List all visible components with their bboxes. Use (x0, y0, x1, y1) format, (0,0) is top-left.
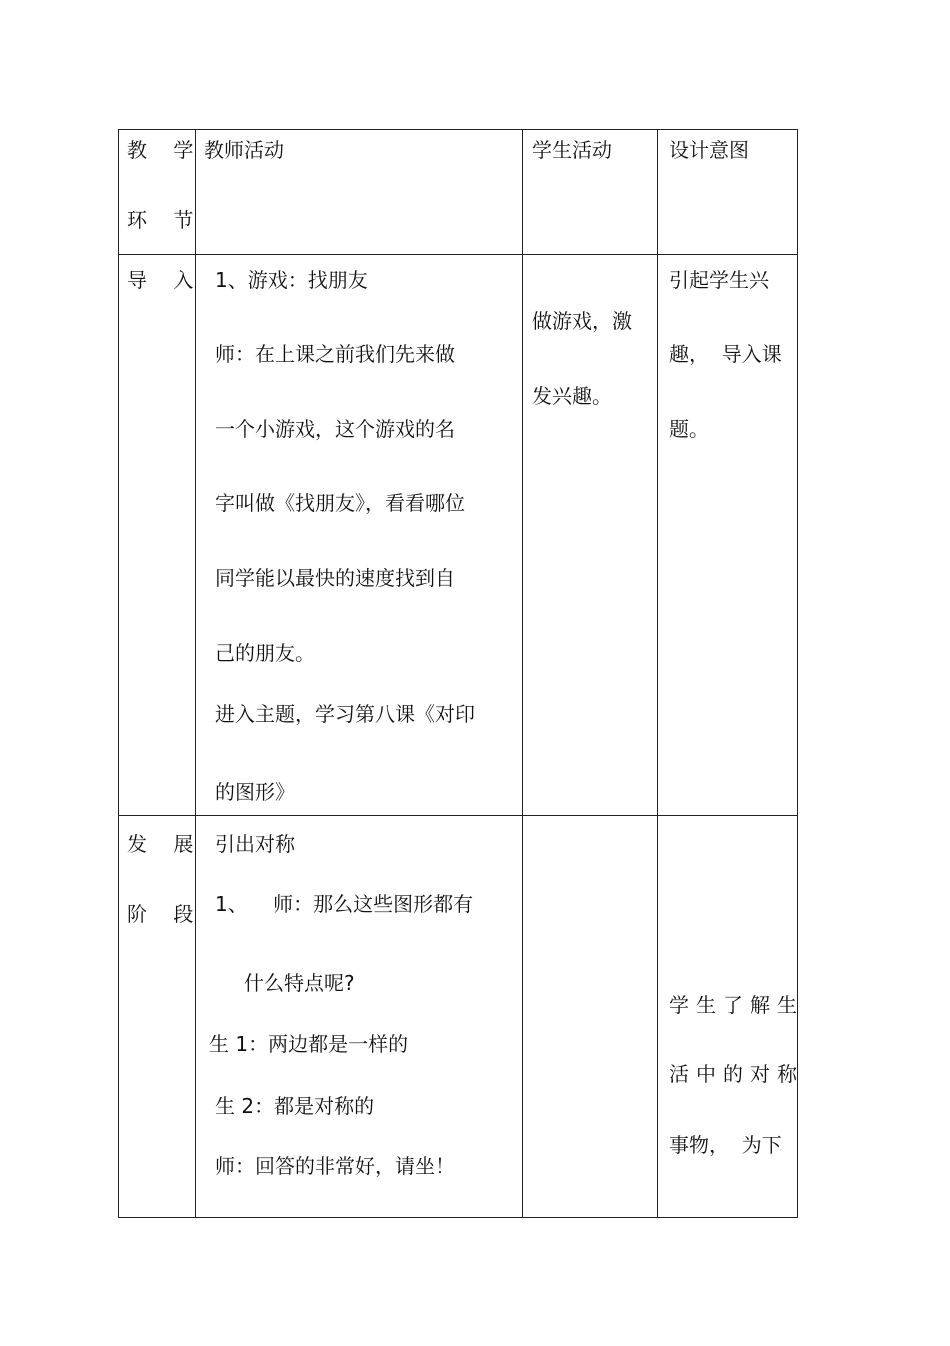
teacher-line: 进入主题，学习第八课《对印 (215, 702, 475, 726)
teacher-line: 生 1：两边都是一样的 (209, 1032, 409, 1056)
stage-development-line2: 阶 段 (127, 902, 204, 926)
header-design-intent: 设计意图 (669, 138, 749, 162)
header-teacher-activity: 教师活动 (204, 138, 284, 162)
teacher-line: 己的朋友。 (215, 641, 315, 665)
teacher-line: 一个小游戏，这个游戏的名 (215, 417, 455, 441)
intent-line: 趣， 导入课 (669, 342, 782, 366)
row-divider (118, 815, 798, 816)
teacher-line: 的图形》 (215, 780, 295, 804)
column-divider-stage (195, 129, 196, 1218)
header-stage-line1: 教 学 (127, 138, 204, 162)
student-line: 发兴趣。 (532, 384, 612, 408)
teacher-line: 师：在上课之前我们先来做 (215, 342, 455, 366)
teacher-line: 1、 师：那么这些图形都有 (215, 892, 474, 916)
column-divider-student (657, 129, 658, 1218)
teacher-line: 生 2：都是对称的 (215, 1094, 375, 1118)
stage-development-line1: 发 展 (127, 832, 204, 856)
header-stage-line2: 环 节 (127, 208, 204, 232)
header-row-divider (118, 254, 798, 255)
column-divider-teacher (522, 129, 523, 1218)
intent-line: 活中的对称 (669, 1062, 804, 1086)
intent-line: 题。 (669, 417, 709, 441)
header-student-activity: 学生活动 (532, 138, 612, 162)
teacher-line: 1、游戏：找朋友 (215, 268, 368, 292)
teacher-line: 同学能以最快的速度找到自 (215, 566, 455, 590)
teacher-line: 什么特点呢? (244, 971, 355, 995)
intent-line: 引起学生兴 (669, 268, 769, 292)
table-bottom-border (118, 1217, 798, 1218)
stage-intro: 导 入 (127, 268, 204, 292)
student-line: 做游戏，激 (532, 309, 632, 333)
intent-line: 事物， 为下 (669, 1133, 782, 1157)
table-right-border (797, 129, 798, 1218)
teacher-line: 字叫做《找朋友》，看看哪位 (215, 491, 465, 515)
intent-line: 学生了解生 (669, 993, 804, 1017)
teacher-line: 引出对称 (215, 832, 295, 856)
teacher-line: 师：回答的非常好，请坐！ (215, 1154, 455, 1178)
